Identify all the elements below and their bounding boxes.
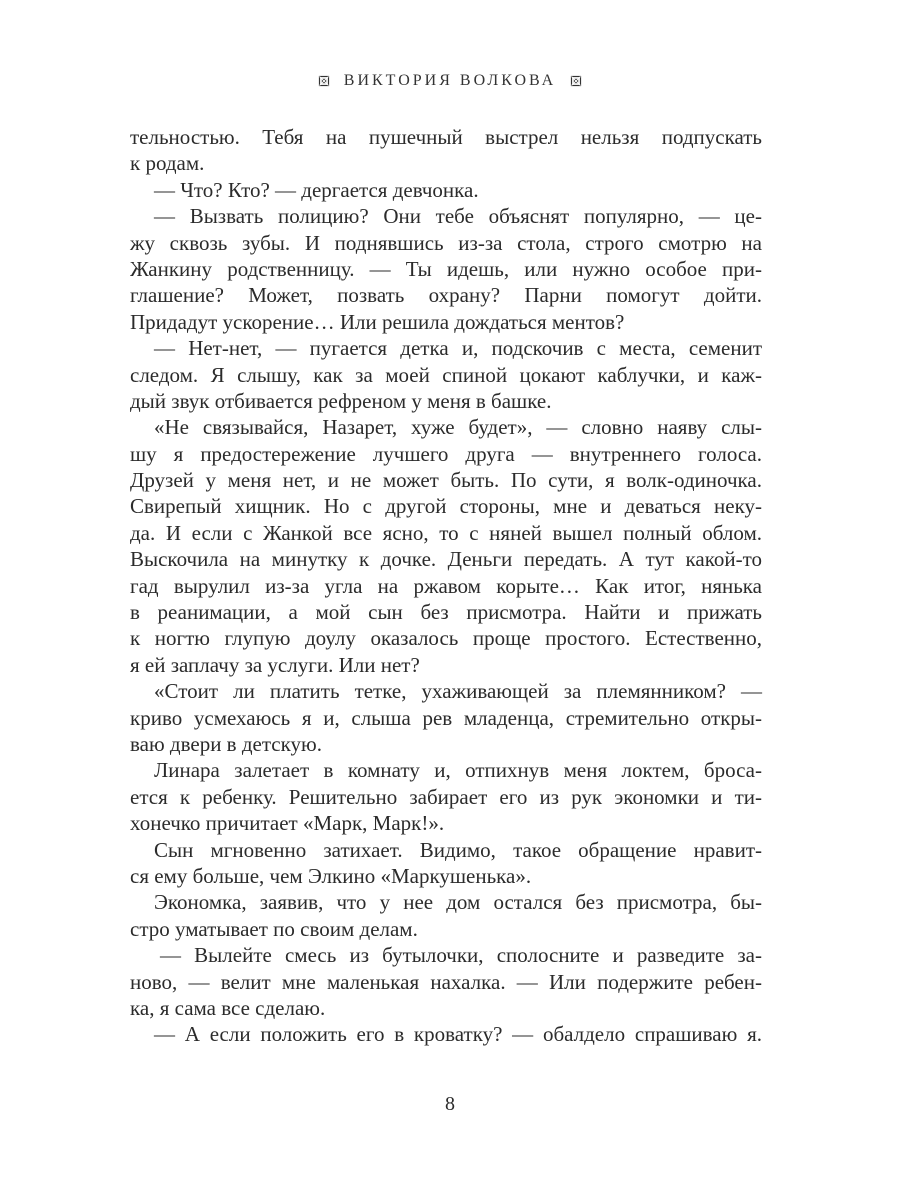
text-line: Придадут ускорение… Или решила дождаться ментов? [130, 309, 625, 334]
text-line: да. И если с Жанкой все ясно, то с няней вышел полный облом. [130, 520, 762, 545]
text-line: шу я предостережение лучшего друга — внутреннего голоса. [130, 441, 762, 466]
text-line: Сын мгновенно затихает. Видимо, такое обращение нравит- [154, 837, 762, 862]
body-text [130, 124, 762, 1048]
running-header [0, 72, 900, 90]
text-line: жу сквозь зубы. И поднявшись из-за стола, строго смотрю на [130, 230, 762, 255]
text-line: ваю двери в детскую. [130, 731, 322, 756]
text-line: в реанимации, а мой сын без присмотра. Найти и прижать [130, 600, 762, 625]
text-line: — Что? Кто? — дергается девчонка. [154, 177, 479, 202]
text-line: следом. Я слышу, как за моей спиной цокают каблучки, и каж- [130, 362, 762, 387]
text-line: криво усмехаюсь я и, слыша рев младенца, стремительно откры- [130, 705, 762, 730]
text-line: Выскочила на минутку к дочке. Деньги передать. А тут какой-то [130, 547, 762, 572]
text-line: Жанкину родственницу. — Ты идешь, или нужно особое при- [130, 256, 762, 281]
text-line: — Вылейте смесь из бутылочки, сполосните и разведите за- [160, 943, 762, 968]
text-line: глашение? Может, позвать охрану? Парни помогут дойти. [130, 283, 762, 308]
text-line: Свирепый хищник. Но с другой стороны, мне и деваться неку- [130, 494, 762, 519]
text-line: Экономка, заявив, что у нее дом остался без присмотра, бы- [154, 890, 762, 915]
text-line: дый звук отбивается рефреном у меня в башке. [130, 388, 552, 413]
text-line: ется к ребенку. Решительно забирает его из рук экономки и ти- [130, 784, 762, 809]
text-line: — Нет-нет, — пугается детка и, подскочив с места, семенит [154, 336, 762, 361]
text-line: я ей заплачу за услуги. Или нет? [130, 652, 420, 677]
text-line: — А если положить его в кроватку? — обалдело спрашиваю я. [154, 1022, 762, 1047]
page-number: 8 [445, 1093, 455, 1115]
text-line: — Вызвать полицию? Они тебе объяснят популярно, — це- [154, 204, 762, 229]
text-line: к ногтю глупую доулу оказалось проще простого. Естественно, [130, 626, 762, 651]
text-line: к родам. [130, 151, 205, 176]
text-line: ка, я сама все сделаю. [130, 995, 326, 1020]
text-line: «Стоит ли платить тетке, ухаживающей за племянником? — [154, 679, 762, 704]
text-line: ново, — велит мне маленькая нахалка. — Или подержите ребен- [130, 969, 762, 994]
author-name: ВИКТОРИЯ ВОЛКОВА [343, 72, 557, 89]
text-line: Друзей у меня нет, и не может быть. По сути, я волк-одиночка. [130, 468, 762, 493]
text-line: Линара залетает в комнату и, отпихнув меня локтем, броса- [154, 758, 762, 783]
diamond-ornament-icon [318, 75, 330, 87]
text-line: стро уматывает по своим делам. [130, 916, 418, 941]
text-line: «Не связывайся, Назарет, хуже будет», — словно наяву слы- [154, 415, 762, 440]
diamond-ornament-icon [570, 75, 582, 87]
text-line: тельностью. Тебя на пушечный выстрел нельзя подпускать [130, 125, 762, 149]
text-line: хонечко причитает «Марк, Марк!». [130, 811, 445, 836]
text-line: ся ему больше, чем Элкино «Маркушенька». [130, 863, 532, 888]
text-line: гад вырулил из-за угла на ржавом корыте… Как итог, нянька [130, 573, 762, 598]
